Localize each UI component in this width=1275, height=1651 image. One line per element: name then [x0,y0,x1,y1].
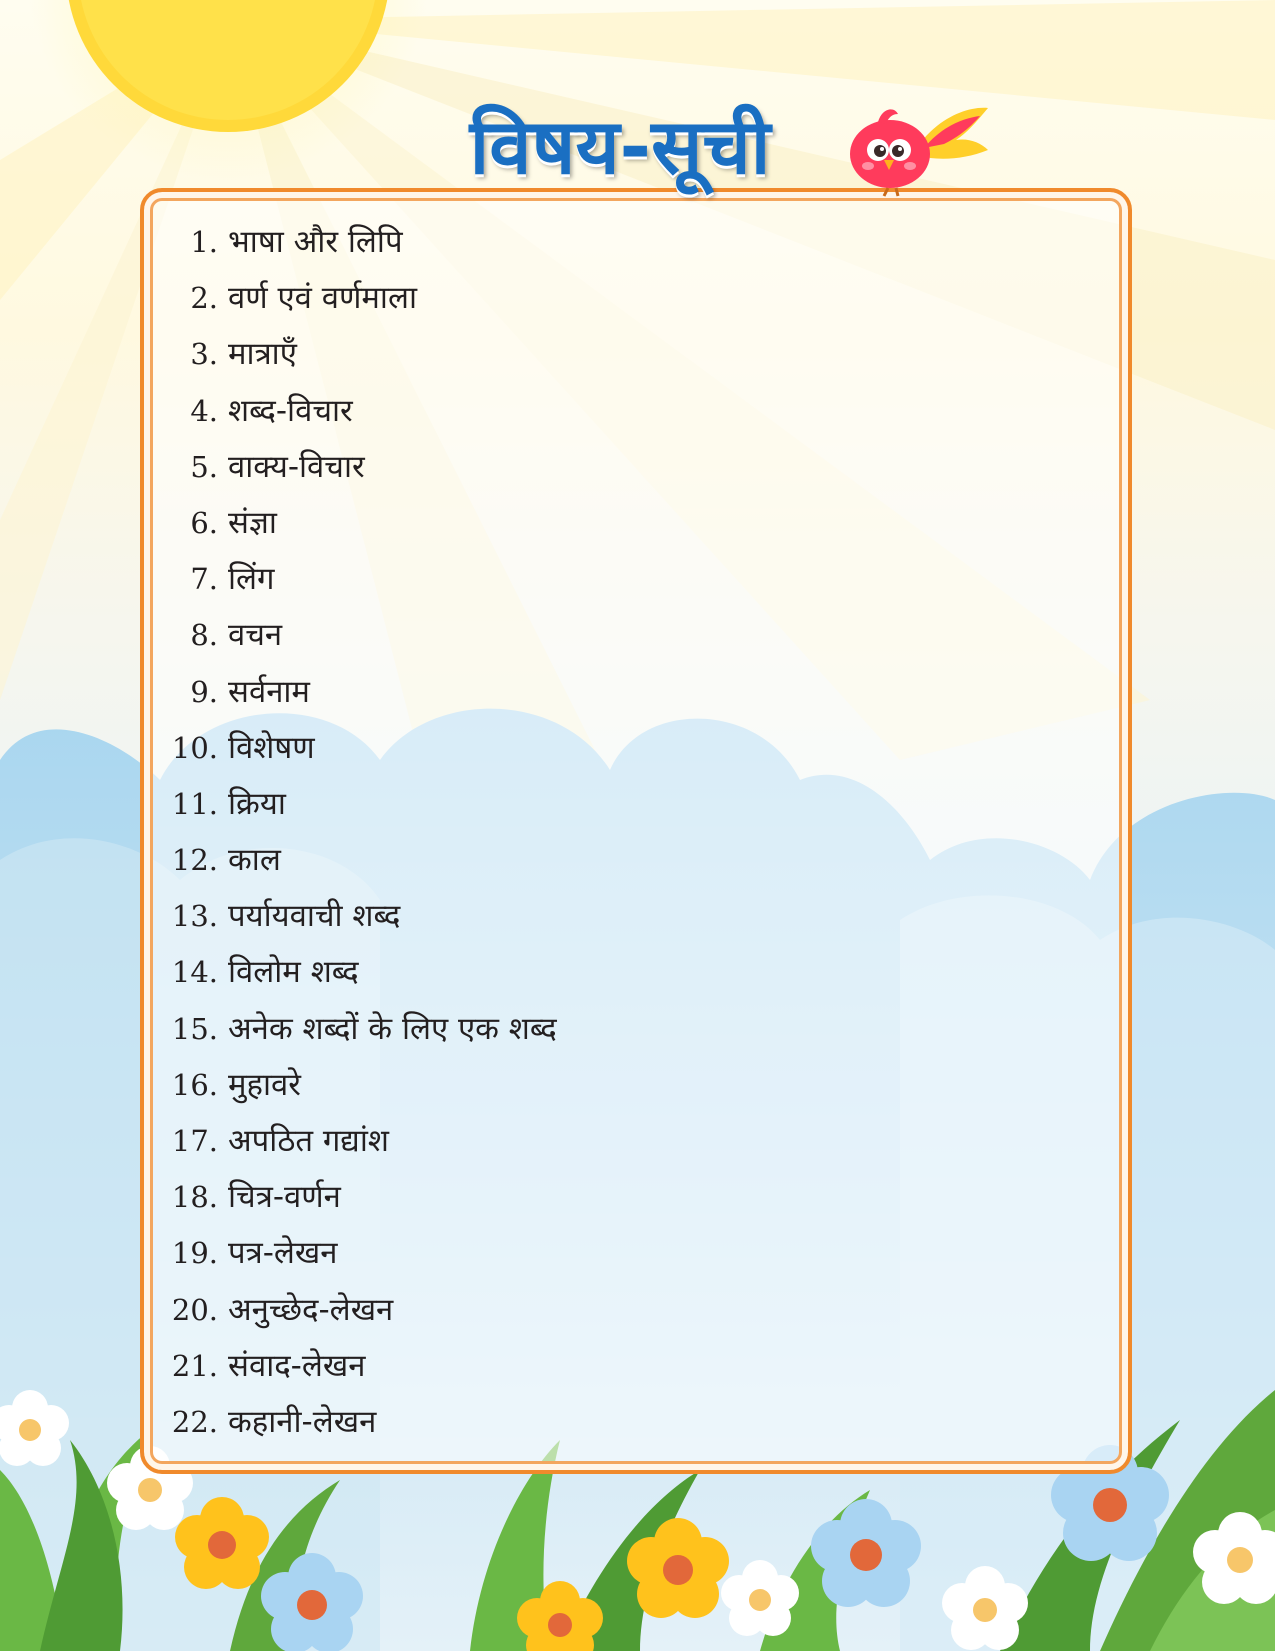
toc-item [144,214,1128,270]
toc-item-number: 15. [171,1011,218,1046]
toc-item [144,832,1128,888]
toc-item-number: 19. [171,1236,218,1271]
toc-item-number: 10. [171,730,218,765]
toc-item-number: 11. [171,786,218,821]
toc-item-title: भाषा और लिपि [228,224,403,260]
toc-item-title: मुहावरे [228,1066,301,1103]
toc-item-title: वाक्य-विचार [228,448,365,485]
toc-item [144,944,1128,1000]
toc-item [144,1057,1128,1113]
toc-item [144,551,1128,607]
toc-frame [140,188,1132,1474]
toc-item [144,270,1128,326]
toc-item-number: 1. [190,225,218,259]
toc-item-number: 4. [190,393,218,428]
toc-item-number: 9. [190,674,218,709]
toc-item [144,1394,1128,1450]
toc-item-number: 21. [171,1348,218,1383]
toc-item-number: 3. [190,337,218,372]
toc-item-number: 18. [171,1180,218,1215]
toc-item [144,720,1128,776]
toc-item-title: पर्यायवाची शब्द [228,898,401,935]
toc-item-number: 12. [171,843,218,878]
toc-item-number: 20. [171,1292,218,1327]
toc-item-number: 13. [171,899,218,934]
toc-item-title: संवाद-लेखन [228,1347,366,1384]
toc-item [144,383,1128,439]
bird-icon [838,98,998,198]
toc-item-number: 6. [190,505,218,540]
toc-item [144,1169,1128,1225]
toc-item-title: वचन [228,617,283,654]
toc-item [144,664,1128,720]
toc-item [144,1113,1128,1169]
toc-item-title: लिंग [228,561,275,598]
toc-item-number: 17. [171,1124,218,1158]
toc-item [144,495,1128,551]
toc-item-title: सर्वनाम [228,673,310,710]
toc-item-number: 8. [190,618,218,653]
toc-item-title: शब्द-विचार [228,392,353,429]
toc-item [144,1282,1128,1338]
toc-item [144,888,1128,944]
page-title: विषय-सूची [469,102,771,191]
toc-item-number: 16. [171,1067,218,1102]
toc-item-title: संज्ञा [228,504,277,541]
toc-item-number: 5. [190,449,218,484]
toc-item-title: अनेक शब्दों के लिए एक शब्द [228,1010,557,1047]
toc-item-title: विलोम शब्द [228,954,359,991]
toc-item-title: वर्ण एवं वर्णमाला [228,280,417,317]
toc-item-title: चित्र-वर्णन [228,1179,341,1216]
toc-item-title: अनुच्छेद-लेखन [228,1291,394,1328]
toc-item-title: मात्राएँ [228,336,297,373]
toc-item-number: 14. [171,955,218,990]
toc-item-title: विशेषण [228,729,315,766]
toc-item-title: पत्र-लेखन [228,1235,338,1272]
toc-item [144,1225,1128,1281]
toc-item-title: काल [228,842,281,879]
toc-item-number: 22. [171,1404,218,1439]
toc-item [144,439,1128,495]
toc-item-title: कहानी-लेखन [228,1403,377,1440]
toc-item [144,1338,1128,1394]
toc-item [144,776,1128,832]
toc-item [144,1001,1128,1057]
toc-item-number: 7. [190,562,218,597]
toc-item [144,326,1128,382]
toc-list [144,214,1128,1450]
toc-item [144,607,1128,663]
toc-item-title: क्रिया [228,785,286,822]
toc-item-number: 2. [190,281,218,316]
toc-item-title: अपठित गद्यांश [228,1123,389,1159]
